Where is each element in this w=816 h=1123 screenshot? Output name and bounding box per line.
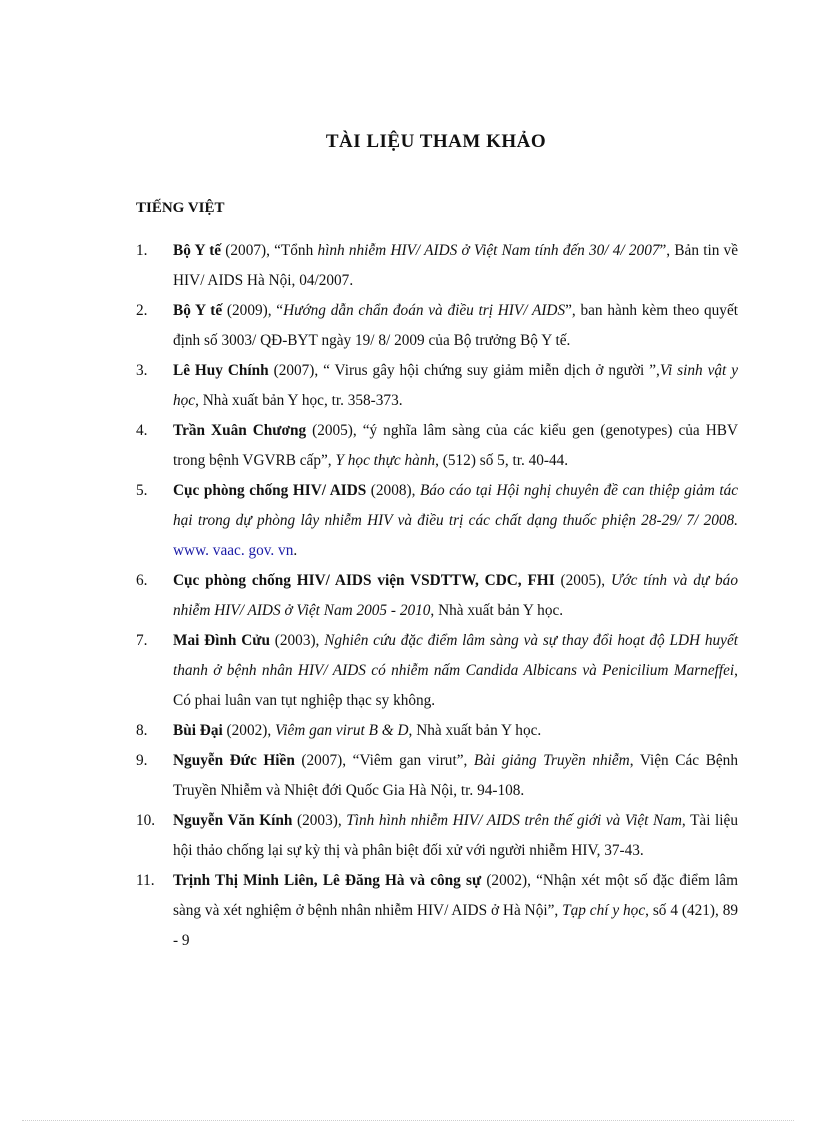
reference-text: , Viện Các Bệnh Truyền Nhiễm và Nhiệt đới Quốc Gia Hà Nội, tr. 94-108. <box>173 752 738 799</box>
reference-text: (2003), <box>292 812 347 829</box>
reference-author: Bùi Đại <box>173 722 223 739</box>
reference-title: Vi sinh vật y học <box>173 362 738 409</box>
reference-number: 11. <box>136 872 155 889</box>
reference-text: , Có phai luân van tụt nghiệp thạc sy không. <box>173 662 738 709</box>
reference-number: 4. <box>136 422 148 439</box>
reference-title: Y học thực hành <box>335 452 436 469</box>
reference-author: Nguyễn Đức Hiền <box>173 752 295 769</box>
reference-text: (2009), “ <box>222 302 284 319</box>
reference-text: (2003), <box>269 632 325 649</box>
reference-list <box>136 236 738 956</box>
reference-title: Ước tính và dự báo nhiễm HIV/ AIDS ở Việt Nam 2005 - 2010 <box>173 572 738 619</box>
reference-number: 1. <box>136 242 148 259</box>
reference-text: , Nhà xuất bản Y học. <box>430 602 564 619</box>
reference-text: (2007), “ Virus gây hội chứng suy giảm miễn dịch ở người ”, <box>268 362 660 379</box>
reference-author: Lê Huy Chính <box>173 362 269 379</box>
reference-item <box>136 626 738 716</box>
reference-text: (2007), “Viêm gan virut”, <box>294 752 474 769</box>
reference-title: Tình hình nhiễm HIV/ AIDS trên thế giới và Việt Nam <box>346 812 682 829</box>
reference-number: 8. <box>136 722 148 739</box>
reference-title: hình nhiễm HIV/ AIDS ở Việt Nam tính đến 30/ 4/ 2007 <box>317 242 660 259</box>
reference-author: Cục phòng chống HIV/ AIDS <box>173 482 367 499</box>
reference-item <box>136 296 738 356</box>
reference-number: 5. <box>136 482 148 499</box>
reference-item <box>136 476 738 566</box>
reference-text: , số 4 (421), 89 - 9 <box>173 902 738 949</box>
reference-author: Bộ Y tế <box>173 302 223 319</box>
reference-title: Hướng dẫn chẩn đoán và điều trị HIV/ AIDS <box>283 302 566 319</box>
reference-item <box>136 566 738 626</box>
reference-text: , (512) số 5, tr. 40-44. <box>435 452 569 469</box>
reference-text: (2005), “ý nghĩa lâm sàng của các kiểu gen (genotypes) của HBV trong bệnh VGVRB cấp”, <box>173 422 738 469</box>
reference-title: Báo cáo tại Hội nghị chuyên đề can thiệp giảm tác hại trong dự phòng lây nhiễm HIV và điều trị các chất dạng thuốc phiện 28-29/ 7/ 2008. <box>173 482 739 529</box>
reference-author: Bộ Y tế <box>173 242 222 259</box>
reference-author: Trịnh Thị Minh Liên, Lê Đăng Hà và công sự <box>173 872 482 889</box>
reference-author: Mai Đình Cửu <box>173 632 270 649</box>
reference-link[interactable]: www. vaac. gov. vn <box>173 542 294 559</box>
reference-number: 7. <box>136 632 148 649</box>
reference-item <box>136 236 738 296</box>
reference-item <box>136 806 738 866</box>
reference-text: ”, ban hành kèm theo quyết định số 3003/ QĐ-BYT ngày 19/ 8/ 2009 của Bộ trưởng Bộ Y tế. <box>173 302 738 349</box>
page-title: TÀI LIỆU THAM KHẢO <box>325 131 547 152</box>
reference-number: 9. <box>136 752 148 769</box>
reference-item <box>136 416 738 476</box>
reference-text: , Tài liệu hội thảo chống lại sự kỳ thị và phân biệt đối xử với người nhiễm HIV, 37-43. <box>173 812 738 859</box>
reference-item <box>136 356 738 416</box>
reference-text: , Nhà xuất bản Y học. <box>408 722 542 739</box>
reference-author: Trần Xuân Chương <box>173 422 307 439</box>
reference-number: 10. <box>136 812 156 829</box>
reference-text: . <box>293 542 298 559</box>
reference-number: 2. <box>136 302 148 319</box>
reference-number: 3. <box>136 362 148 379</box>
reference-text: (2002), <box>222 722 275 739</box>
reference-text: , Nhà xuất bản Y học, tr. 358-373. <box>195 392 403 409</box>
reference-item <box>136 716 738 746</box>
reference-title: Nghiên cứu đặc điểm lâm sàng và sự thay đổi hoạt độ LDH huyết thanh ở bệnh nhân HIV/ AIDS có nhiễm nấm Candida Albicans và Penicilium Marneffei <box>173 632 739 679</box>
reference-text: ”, Bản tin về HIV/ AIDS Hà Nội, 04/2007. <box>173 242 738 289</box>
reference-text: (2008), <box>366 482 420 499</box>
reference-text: (2002), “Nhận xét một số đặc điểm lâm sàng và xét nghiệm ở bệnh nhân nhiễm HIV/ AIDS ở Hà Nội”, <box>173 872 738 919</box>
page-bottom-divider <box>22 1120 794 1121</box>
reference-title: Bài giảng Truyền nhiễm <box>473 752 630 769</box>
reference-text: (2005), <box>554 572 611 589</box>
reference-title: Viêm gan virut B & D <box>275 722 409 739</box>
reference-item <box>136 866 738 956</box>
reference-text: (2007), “Tổnh <box>221 242 318 259</box>
section-heading: TIẾNG VIỆT <box>136 200 225 216</box>
reference-title: Tạp chí y học <box>562 902 646 919</box>
reference-item <box>136 746 738 806</box>
reference-author: Cục phòng chống HIV/ AIDS viện VSDTTW, CDC, FHI <box>173 572 555 589</box>
reference-author: Nguyễn Văn Kính <box>173 812 293 829</box>
reference-number: 6. <box>136 572 148 589</box>
